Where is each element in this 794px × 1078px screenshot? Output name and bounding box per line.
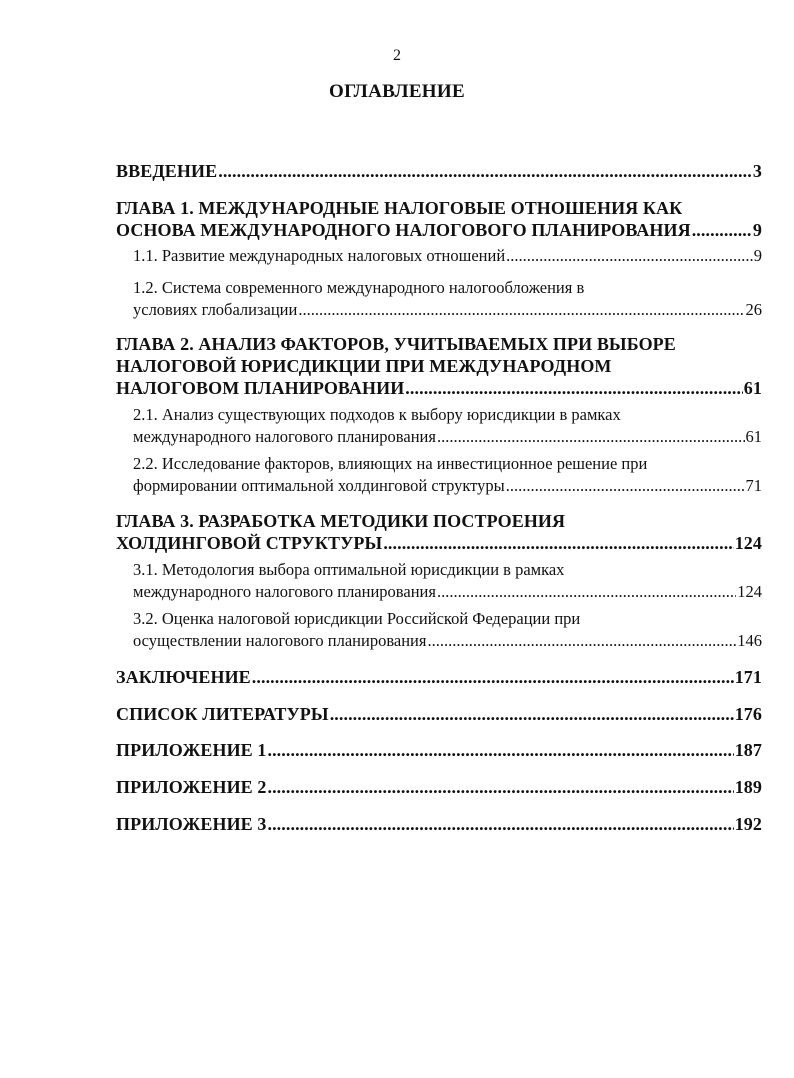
toc-page-number: 61 — [745, 427, 762, 446]
toc-entry-text: формировании оптимальной холдинговой структуры — [133, 476, 505, 495]
toc-leader-dots — [427, 630, 736, 652]
toc-entry-text: ОСНОВА МЕЖДУНАРОДНОГО НАЛОГОВОГО ПЛАНИРОВАНИЯ — [116, 220, 691, 240]
toc-entry-text: ПРИЛОЖЕНИЕ 2 — [116, 777, 267, 797]
toc-entry-appendix-1[interactable] — [116, 739, 762, 761]
toc-leader-dots — [405, 377, 743, 399]
toc-page-number: 3 — [752, 161, 762, 181]
toc-page-number: 192 — [734, 814, 762, 834]
toc-entry-text: ЗАКЛЮЧЕНИЕ — [116, 667, 251, 687]
toc-entry-text: 1.1. Развитие международных налоговых отношений — [133, 246, 506, 265]
toc-page-number: 71 — [745, 476, 762, 495]
toc-entry-text: ВВЕДЕНИЕ — [116, 161, 218, 181]
toc-page-number: 124 — [734, 533, 762, 553]
page-number: 2 — [393, 47, 401, 64]
toc-entry-section-2-1[interactable] — [133, 404, 762, 448]
toc-leader-dots — [298, 299, 744, 321]
toc-leader-dots — [252, 666, 734, 688]
toc-leader-dots — [267, 739, 733, 761]
toc-leader-dots — [692, 219, 752, 241]
page-title: ОГЛАВЛЕНИЕ — [329, 81, 465, 102]
toc-entry-chapter-2[interactable] — [116, 333, 762, 399]
toc-page-number: 61 — [743, 378, 762, 398]
toc-entry-section-1-1[interactable] — [133, 245, 762, 267]
toc-leader-dots — [218, 160, 752, 182]
toc-leader-dots — [437, 581, 736, 603]
toc-entry-text: условиях глобализации — [133, 300, 298, 319]
toc-entry-text: 3.2. Оценка налоговой юрисдикции Российской Федерации при — [133, 609, 581, 628]
toc-entry-text: осуществлении налогового планирования — [133, 631, 427, 650]
toc-entry-text: ХОЛДИНГОВОЙ СТРУКТУРЫ — [116, 533, 383, 553]
toc-leader-dots — [506, 475, 745, 497]
toc-entry-text: ГЛАВА 1. МЕЖДУНАРОДНЫЕ НАЛОГОВЫЕ ОТНОШЕНИЯ КАК — [116, 198, 683, 218]
toc-entry-appendix-3[interactable] — [116, 813, 762, 835]
toc-page-number: 189 — [734, 777, 762, 797]
toc-leader-dots — [330, 703, 734, 725]
toc-entry-text: ГЛАВА 2. АНАЛИЗ ФАКТОРОВ, УЧИТЫВАЕМЫХ ПРИ ВЫБОРЕ — [116, 334, 676, 354]
toc-page-number: 26 — [745, 300, 762, 319]
toc-entry-text: 2.2. Исследование факторов, влияющих на инвестиционное решение при — [133, 454, 648, 473]
toc-entry-text: 2.1. Анализ существующих подходов к выбору юрисдикции в рамках — [133, 405, 621, 424]
toc-entry-text: международного налогового планирования — [133, 582, 436, 601]
toc-entry-text: ПРИЛОЖЕНИЕ 3 — [116, 814, 267, 834]
toc-entry-text: ПРИЛОЖЕНИЕ 1 — [116, 740, 267, 760]
toc-entry-conclusion[interactable] — [116, 666, 762, 688]
toc-leader-dots — [383, 532, 733, 554]
toc-entry-appendix-2[interactable] — [116, 776, 762, 798]
toc-entry-text: 1.2. Система современного международного налогообложения в — [133, 278, 585, 297]
toc-entry-text: 3.1. Методология выбора оптимальной юрисдикции в рамках — [133, 560, 565, 579]
toc-leader-dots — [437, 426, 745, 448]
toc-page-number: 9 — [752, 220, 762, 240]
toc-entry-section-3-2[interactable] — [133, 608, 762, 652]
toc-page-number: 187 — [734, 740, 762, 760]
toc-leader-dots — [267, 813, 733, 835]
toc-entry-text: НАЛОГОВОМ ПЛАНИРОВАНИИ — [116, 378, 405, 398]
toc-page-number: 9 — [753, 246, 762, 265]
toc-entry-chapter-1[interactable] — [116, 197, 762, 241]
toc-entry-text: ГЛАВА 3. РАЗРАБОТКА МЕТОДИКИ ПОСТРОЕНИЯ — [116, 511, 566, 531]
toc-page-number: 124 — [737, 582, 762, 601]
toc-leader-dots — [506, 245, 753, 267]
toc-entry-introduction[interactable] — [116, 160, 762, 182]
toc-page-number: 176 — [734, 704, 762, 724]
toc-entry-chapter-3[interactable] — [116, 510, 762, 554]
toc-entry-section-1-2[interactable] — [133, 277, 762, 321]
toc-page-number: 171 — [734, 667, 762, 687]
toc-entry-text: международного налогового планирования — [133, 427, 436, 446]
toc-entry-text: СПИСОК ЛИТЕРАТУРЫ — [116, 704, 329, 724]
toc-page-number: 146 — [737, 631, 762, 650]
toc-entry-section-2-2[interactable] — [133, 453, 762, 497]
toc-leader-dots — [267, 776, 733, 798]
toc-entry-text: НАЛОГОВОЙ ЮРИСДИКЦИИ ПРИ МЕЖДУНАРОДНОМ — [116, 356, 612, 376]
toc-entry-section-3-1[interactable] — [133, 559, 762, 603]
toc-entry-bibliography[interactable] — [116, 703, 762, 725]
